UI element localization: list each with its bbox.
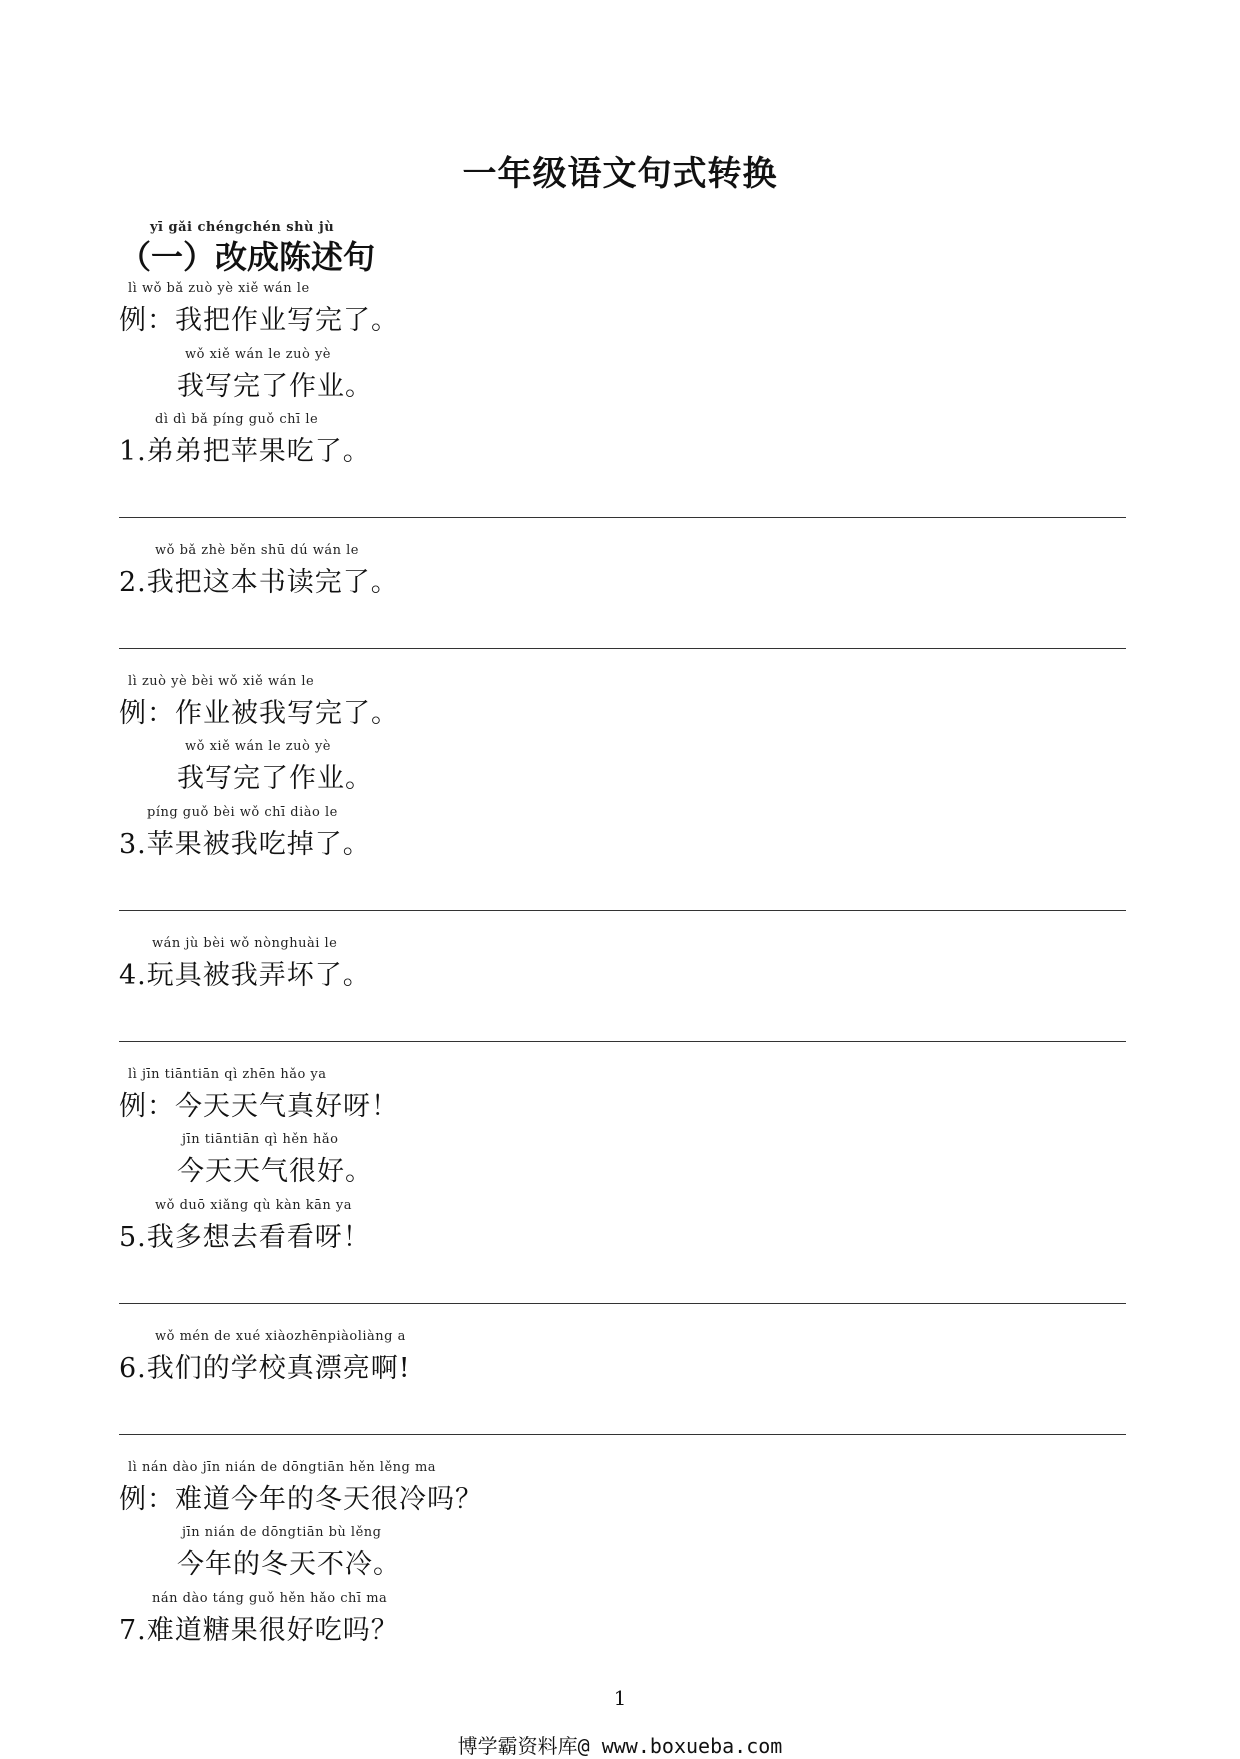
pinyin-line: wǒ bǎ zhè běn shū dú wán le xyxy=(155,543,359,558)
example-sentence: 例：今天天气真好呀！ xyxy=(119,1091,399,1122)
example-sentence: 例：我把作业写完了。 xyxy=(119,305,399,336)
pinyin-line: wǒ xiě wán le zuò yè xyxy=(185,347,331,362)
answer-line-4[interactable] xyxy=(119,1041,1126,1042)
page-number: 1 xyxy=(613,1686,627,1710)
pinyin-line: jīn nián de dōngtiān bù lěng xyxy=(182,1525,382,1540)
page-title: 一年级语文句式转换 xyxy=(462,154,778,194)
example-answer: 我写完了作业。 xyxy=(177,763,373,794)
pinyin-line: lì jīn tiāntiān qì zhēn hǎo ya xyxy=(128,1067,327,1082)
footer-watermark: 博学霸资料库@ www.boxueba.com xyxy=(457,1734,783,1758)
question-6: 6.我们的学校真漂亮啊! xyxy=(119,1353,411,1384)
pinyin-line: lì zuò yè bèi wǒ xiě wán le xyxy=(128,674,315,689)
example-sentence: 例：作业被我写完了。 xyxy=(119,698,399,729)
answer-line-1[interactable] xyxy=(119,517,1126,518)
pinyin-line: nán dào táng guǒ hěn hǎo chī ma xyxy=(152,1591,388,1606)
section-heading: （一）改成陈述句 xyxy=(119,238,376,276)
pinyin-line: wǒ mén de xué xiàozhēnpiàoliàng a xyxy=(155,1329,406,1344)
example-answer: 今天天气很好。 xyxy=(177,1156,373,1187)
question-1: 1.弟弟把苹果吃了。 xyxy=(119,436,371,467)
question-4: 4.玩具被我弄坏了。 xyxy=(119,960,371,991)
pinyin-line: lì wǒ bǎ zuò yè xiě wán le xyxy=(128,281,310,296)
example-answer: 今年的冬天不冷。 xyxy=(177,1549,401,1580)
answer-line-2[interactable] xyxy=(119,648,1126,649)
answer-line-5[interactable] xyxy=(119,1303,1126,1304)
pinyin-line: dì dì bǎ píng guǒ chī le xyxy=(155,412,319,427)
pinyin-line: jīn tiāntiān qì hěn hǎo xyxy=(182,1132,339,1147)
pinyin-line: wán jù bèi wǒ nònghuài le xyxy=(152,936,338,951)
pinyin-line: wǒ duō xiǎng qù kàn kān ya xyxy=(155,1198,352,1213)
pinyin-line: wǒ xiě wán le zuò yè xyxy=(185,739,331,754)
question-5: 5.我多想去看看呀！ xyxy=(119,1222,371,1253)
example-sentence: 例：难道今年的冬天很冷吗？ xyxy=(119,1484,483,1515)
question-7: 7.难道糖果很好吃吗？ xyxy=(119,1615,399,1646)
section-pinyin: yī gǎi chéngchén shù jù xyxy=(150,220,335,235)
answer-line-6[interactable] xyxy=(119,1434,1126,1435)
question-2: 2.我把这本书读完了。 xyxy=(119,567,399,598)
pinyin-line: lì nán dào jīn nián de dōngtiān hěn lěng ma xyxy=(128,1460,437,1475)
question-3: 3.苹果被我吃掉了。 xyxy=(119,829,371,860)
example-answer: 我写完了作业。 xyxy=(177,371,373,402)
answer-line-3[interactable] xyxy=(119,910,1126,911)
pinyin-line: píng guǒ bèi wǒ chī diào le xyxy=(147,805,338,820)
